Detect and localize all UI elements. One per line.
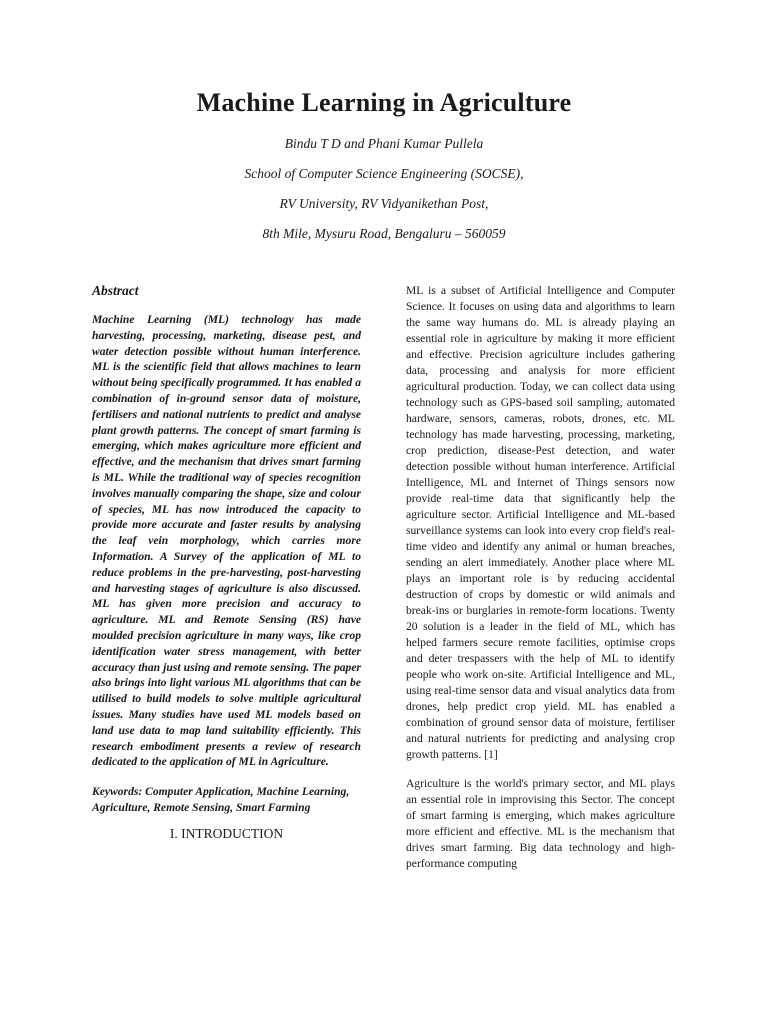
left-column	[92, 283, 361, 842]
intro-paragraph-1: ML is a subset of Artificial Intelligence and Computer Science. It focuses on using data and algorithms to learn the same way humans do. ML is already playing an essential role in agriculture by making it more efficient and effective. Precision agriculture includes gathering data, processing and analysis for more efficient agricultural production. Today, we can collect data using technology such as GPS-based soil sampling, automated hardware, sensors, cameras, robots, drones, etc. ML technology has made harvesting, processing, marketing, crop prediction, disease-Pest detection, and water detection possible without human interference. Artificial Intelligence, ML and Internet of Things sensors now provide real-time data that significantly help the agriculture sector. Artificial Intelligence and ML-based surveillance systems can look into every crop field's real-time video and identify any animal or human breaches, sending an alert immediately. Another place where ML plays an important role is by reducing accidental destruction of crops by domestic or wild animals and break-ins or burglaries in remote-form locations. Twenty 20 solution is a leader in the field of ML, which has helped farmers secure remote facilities, optimise crops and deter trespassers with the help of ML to identify people who work on-site. Artificial Intelligence and ML, using real-time sensor data and visual analytics data from drones, help predict crop yield. ML has enabled a combination of ground sensor data of moisture, fertiliser and natural nutrients for predicting and analysing crop growth patterns. [1]	[406, 284, 675, 761]
paper-title: Machine Learning in Agriculture	[196, 88, 572, 117]
right-column	[406, 283, 675, 885]
author-line: Bindu T D and Phani Kumar Pullela	[284, 136, 484, 151]
abstract-body: Machine Learning (ML) technology has made harvesting, processing, marketing, disease pest, and water detection possible without human interference. ML is the scientific field that allows machines to learn without being specifically programmed. It has enabled a combination of in-ground sensor data of moisture, fertilisers and national nutrients to predict and analyse plant growth patterns. The concept of smart farming is emerging, which makes agriculture more efficient and effective, and the mechanism that drives smart farming is ML. While the traditional way of species recognition involves manually comparing the shape, size and colour of species, ML has now introduced the capacity to provide more accurate and faster results by analysing the leaf vein morphology, which carries more Information. A Survey of the application of ML to reduce problems in the pre-harvesting, post-harvesting and harvesting stages of agriculture is also discussed. ML has given more precision and accuracy to agriculture. ML and Remote Sensing (RS) have moulded precision agriculture in many ways, like crop identification water stress management, with better accuracy than just using and remote sensing. The paper also brings into light various ML algorithms that can be utilised to build models to solve multiple agricultural issues. Many studies have used ML models based on land use data to map land suitability efficiently. This research embodiment presents a review of research dedicated to the application of ML in Agriculture.	[92, 313, 361, 769]
intro-paragraph-2: Agriculture is the world's primary sector, and ML plays an essential role in improvising this Sector. The concept of smart farming is emerging, which makes agriculture more efficient and effective. ML is the mechanism that drives smart farming. Big data technology and high-performance computing	[406, 777, 675, 870]
keywords: Keywords: Computer Application, Machine Learning, Agriculture, Remote Sensing, Smart Farming	[92, 785, 350, 814]
abstract-heading: Abstract	[92, 283, 139, 298]
affiliation-line-3: 8th Mile, Mysuru Road, Bengaluru – 560059	[262, 226, 506, 241]
affiliation-line-1: School of Computer Science Engineering (SOCSE),	[244, 166, 524, 181]
section-heading-introduction: I. INTRODUCTION	[169, 825, 284, 841]
affiliation-line-2: RV University, RV Vidyanikethan Post,	[279, 196, 489, 211]
